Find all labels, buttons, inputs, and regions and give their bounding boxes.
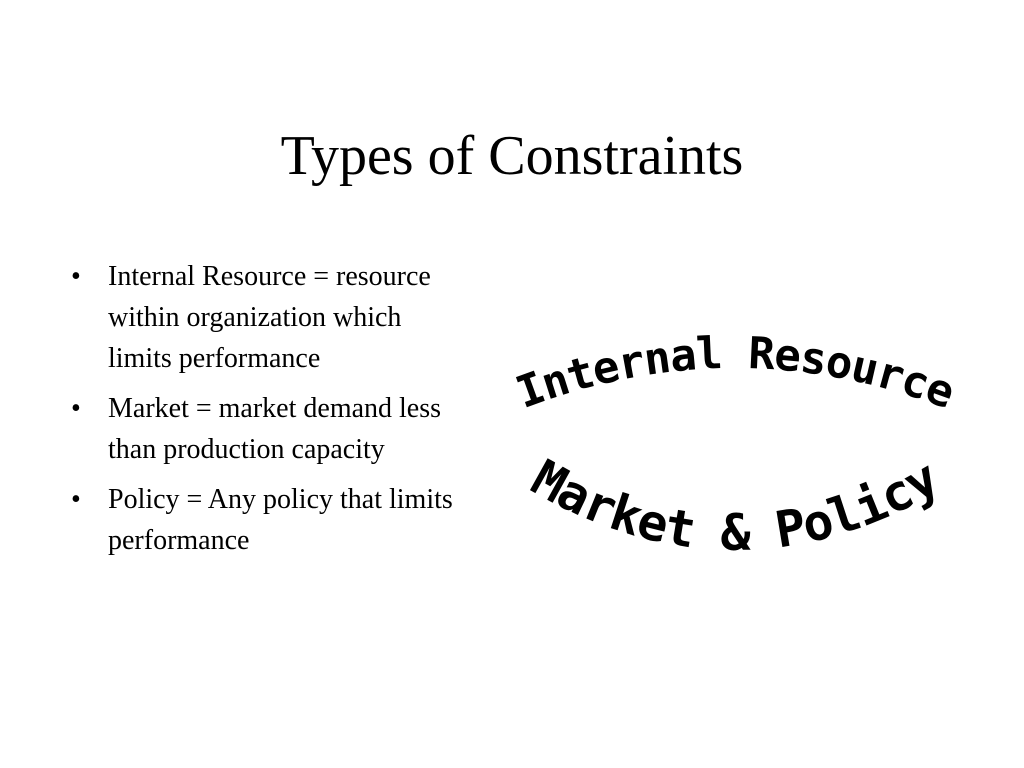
bullet-text: Policy = Any policy that limits performance [108,484,453,556]
bullet-list [68,256,468,570]
bullet-text: Market = market demand less than production capacity [108,393,442,465]
wordart-market-policy: Market & Policy [522,448,948,562]
bullet-item-policy [68,479,468,561]
bullet-item-market [68,388,468,470]
bullet-icon: • [71,484,81,515]
bullet-icon: • [71,261,81,292]
wordart-internal-resource: Internal Resource [509,328,961,419]
wordart-graphic [500,300,970,620]
bullet-text: Internal Resource = resource within organization which limits performance [108,261,431,374]
bullet-item-internal-resource [68,256,468,379]
slide-title: Types of Constraints [280,125,744,187]
bullet-icon: • [71,393,81,424]
